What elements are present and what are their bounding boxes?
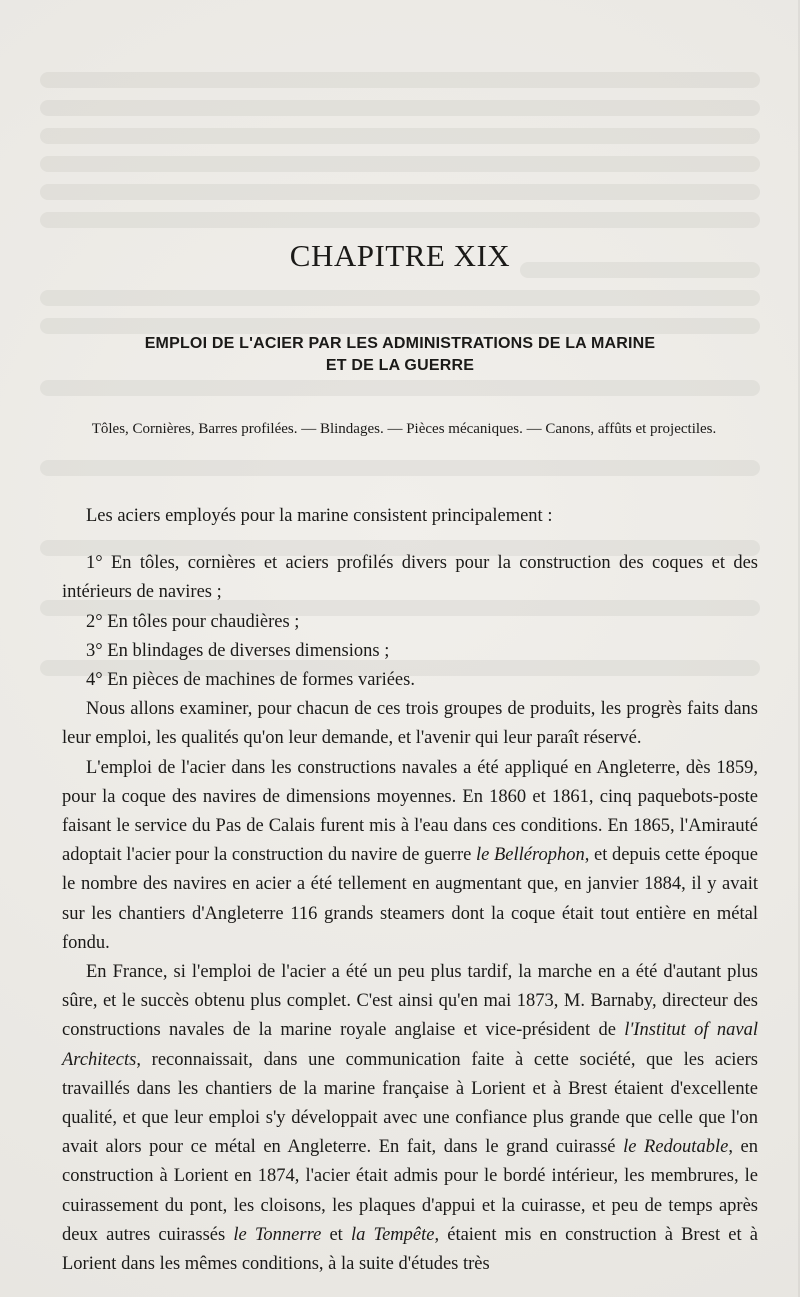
list-item: 4° En pièces de machines de formes variées. — [86, 670, 415, 691]
institution-name: l'Institut of naval Architects — [62, 1020, 758, 1070]
intro-paragraph: Les aciers employés pour la marine consistent principalement : — [86, 506, 553, 526]
paragraph-3-text-c: , en construction à Lorient en 1874, l'acier était admis pour le bordé intérieur, les membrures, le cuirassement du pont, les cloisons, les plaques d'appui et la cuirasse, et peu de temps après deux autres cuirassés — [62, 1137, 758, 1245]
list-item: 1° En tôles, cornières et aciers profilés divers pour la construction des coques et des intérieurs de navires ; — [62, 553, 758, 603]
ship-name-bellerophon: le Bellérophon — [476, 845, 585, 866]
ship-name-redoutable: le Redoutable — [623, 1137, 729, 1158]
ship-name-tempete: la Tempête — [350, 1224, 435, 1245]
bleed-through-header — [62, 38, 762, 62]
list-item: 2° En tôles pour chaudières ; — [86, 611, 300, 632]
paragraph-2-text-a: L'emploi de l'acier dans les constructions navales a été appliqué en Angleterre, dès 1859, pour la coque des navires de dimensions moyennes. En 1860 et 1861, cinq paquebots-poste faisant le service du Pas de Calais furent mis à l'eau dans ces conditions. En 1865, l'Amirauté adoptait l'acier pour la construction du navire de guerre — [62, 757, 758, 866]
section-title-line-1: EMPLOI DE L'ACIER PAR LES ADMINISTRATIONS DE LA MARINE — [144, 335, 656, 352]
paragraph-3 — [62, 958, 758, 1279]
paragraph-3-text-a: En France, si l'emploi de l'acier a été un peu plus tardif, la marche en a été d'autant plus sûre, et le succès obtenu plus complet. C'est ainsi qu'en mai 1873, M. Barnaby, directeur des constructions navales de la marine royale anglaise et vice-président de — [62, 962, 758, 1041]
paragraph-3-text-b: , reconnaissait, dans une communication faite à cette société, que les aciers travaillés dans les chantiers de la marine française à Lorient et à Brest étaient d'excellente qualité, et que leur emploi s'y développait avec une confiance plus grande que celle que l'on avait alors pour ce métal en Angleterre. En fait, dans le grand cuirassé — [62, 1049, 758, 1158]
section-title-line-2: ET DE LA GUERRE — [325, 357, 475, 374]
paragraph-1: Nous allons examiner, pour chacun de ces trois groupes de produits, les progrès faits dans leur emploi, les qualités qu'on leur demande, et l'avenir qui leur paraît réservé. — [62, 699, 758, 749]
body-text — [62, 502, 758, 1279]
section-subtitle: Tôles, Cornières, Barres profilées. — Blindages. — Pièces mécaniques. — Canons, affûts et projectiles. — [91, 421, 717, 437]
chapter-title: CHAPITRE XIX — [289, 238, 511, 273]
section-title — [80, 333, 720, 377]
paragraph-3-text-e: , étaient mis en construction à Brest et à Lorient dans les mêmes conditions, à la suite d'études très — [62, 1224, 758, 1275]
paragraph-2-text-b: , et depuis cette époque le nombre des navires en acier a été tellement en augmentant que, en janvier 1884, il y avait sur les chantiers d'Angleterre 116 grands steamers dont la coque était tout entière en métal fondu. — [62, 845, 758, 953]
ship-name-tonnerre: le Tonnerre — [233, 1224, 322, 1245]
paragraph-3-text-d: et — [321, 1224, 351, 1245]
paragraph-2 — [62, 754, 758, 958]
list-item: 3° En blindages de diverses dimensions ; — [86, 640, 390, 661]
